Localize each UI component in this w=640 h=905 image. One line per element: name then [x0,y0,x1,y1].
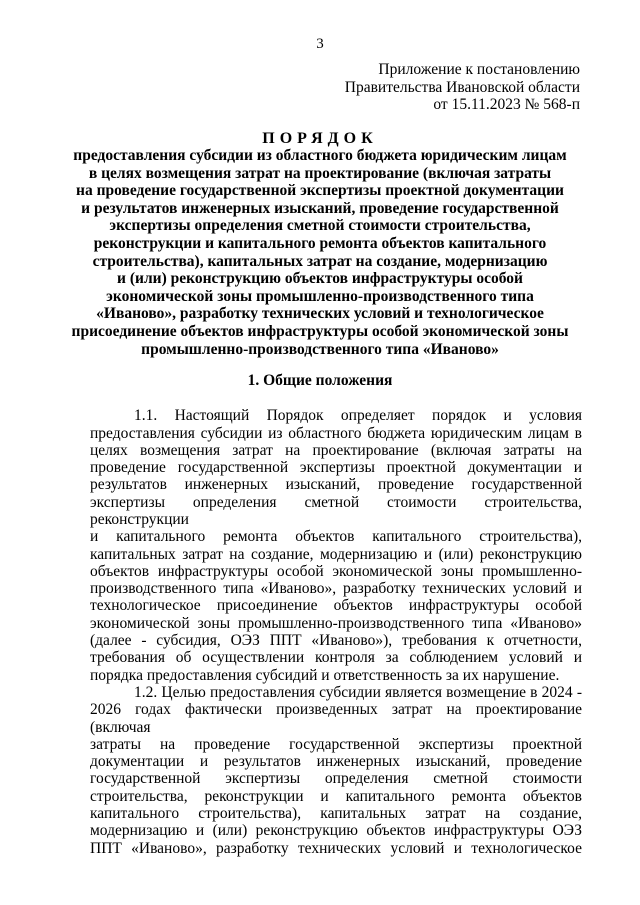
title-line: «Иваново», разработку технических условий и технологическое [96,305,544,323]
paragraph-line: технологическое присоединение объектов инфраструктуры особой [90,597,582,615]
paragraph-line: капитальных затрат на создание, модернизацию и (или) реконструкцию [90,545,582,563]
paragraph-line: документации и результатов инженерных изысканий, проведение [90,753,582,771]
section-heading: 1. Общие положения [247,372,393,390]
title-line: экспертизы определения сметной стоимости строительства, [109,217,531,235]
title-line: строительства), капитальных затрат на создание, модернизацию [92,252,548,270]
paragraph [90,407,582,684]
paragraph-line: порядка предоставления субсидий и ответственность за их нарушение. [90,666,560,684]
appendix-line: Приложение к постановлению [378,61,580,78]
page-number: 3 [316,36,324,52]
title-line: в целях возмещения затрат на проектирование (включая затраты [88,164,552,182]
appendix-line: Правительства Ивановской области [344,78,580,96]
paragraph-line: (далее - субсидия, ОЭЗ ППТ «Иваново»), требования к отчетности, [90,632,582,650]
title-line: и (или) реконструкцию объектов инфраструктуры особой [117,270,523,288]
title-line: реконструкции и капитального ремонта объектов капитального [93,235,547,253]
title-line: промышленно-производственного типа «Иваново» [141,340,499,358]
appendix-block [0,61,580,114]
paragraph-line: модернизацию и (или) реконструкцию объектов инфраструктуры ОЭЗ [90,822,582,840]
paragraph-line: проведение государственной экспертизы проектной документации и [90,459,582,477]
appendix-line: от 15.11.2023 № 568-п [433,96,580,113]
paragraph-line: экономической зоны промышленно-производственного типа «Иваново» [90,614,582,632]
paragraph-line: экспертизы определения сметной стоимости строительства, реконструкции [90,493,582,528]
document-title [20,130,620,359]
paragraph-line: затраты на проведение государственной экспертизы проектной [90,735,582,753]
title-heading: ПОРЯДОК [262,129,378,147]
paragraph-line: капитального строительства), капитальных затрат на создание, [90,805,582,823]
document-body [90,407,582,857]
title-line: предоставления субсидии из областного бюджета юридическим лицам [73,147,567,165]
paragraph-line: результатов инженерных изысканий, проведение государственной [90,476,582,494]
paragraph-line: строительства, реконструкции и капитального ремонта объектов [90,787,582,805]
title-line: на проведение государственной экспертизы проектной документации [76,182,564,200]
title-line: и результатов инженерных изысканий, проведение государственной [81,199,559,217]
paragraph-line: государственной экспертизы определения сметной стоимости [90,770,582,788]
paragraph-line: производственного типа «Иваново», разработку технических условий и [90,580,582,598]
paragraph-line: 1.1. Настоящий Порядок определяет порядок и условия [134,407,582,425]
paragraph-line: предоставления субсидии из областного бюджета юридическим лицам в [90,424,582,442]
paragraph-line: ППТ «Иваново», разработку технических условий и технологическое [90,839,582,857]
paragraph-line: и капитального ремонта объектов капитального строительства), [90,528,582,546]
paragraph-line: 1.2. Целью предоставления субсидии является возмещение в 2024 - [134,683,582,701]
paragraph-line: требования об осуществлении контроля за соблюдением условий и [90,649,582,667]
title-line: присоединение объектов инфраструктуры особой экономической зоны [71,323,569,341]
paragraph-line: 2026 годах фактически произведенных затрат на проектирование (включая [90,701,582,736]
paragraph-line: целях возмещения затрат на проектирование (включая затраты на [90,441,582,459]
paragraph-line: объектов инфраструктуры особой экономической зоны промышленно- [90,562,582,580]
title-line: экономической зоны промышленно-производственного типа [106,287,534,305]
paragraph [90,684,582,857]
